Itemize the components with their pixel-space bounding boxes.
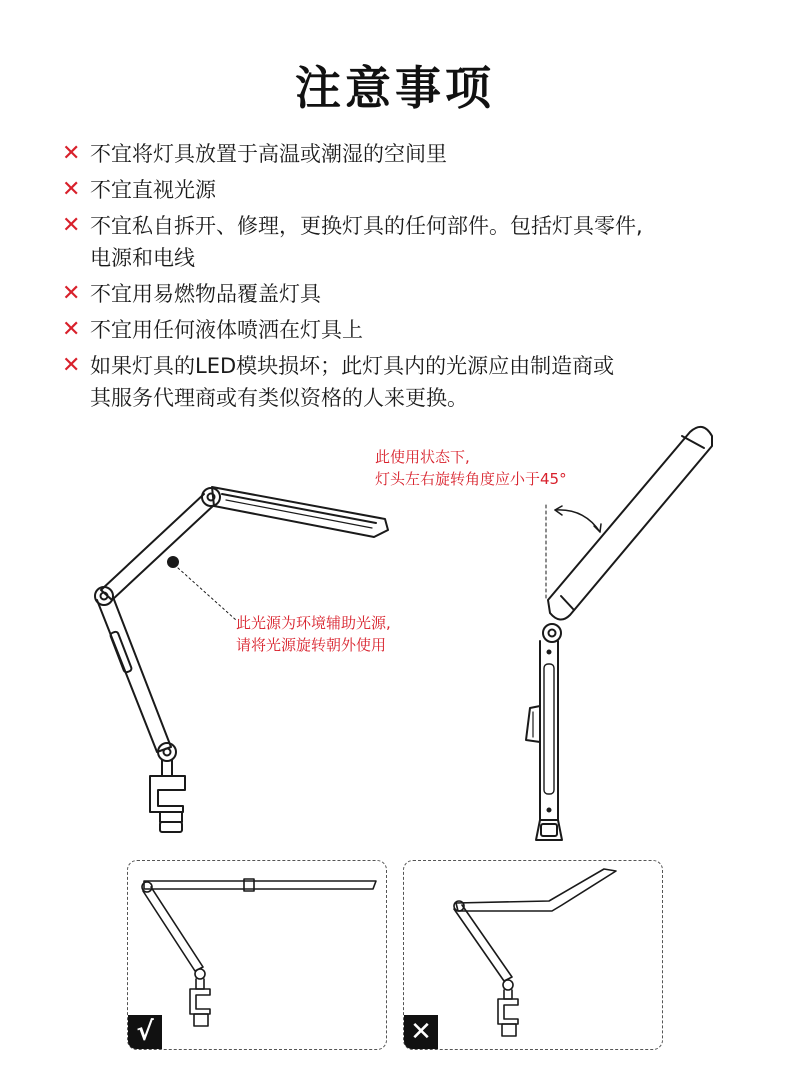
ambient-light-caption [236, 612, 391, 656]
cross-icon: ✕ [62, 317, 81, 342]
warning-text: 不宜将灯具放置于高温或潮湿的空间里 [90, 142, 447, 166]
caption-line: 请将光源旋转朝外使用 [236, 636, 387, 654]
cross-icon: ✕ [62, 141, 81, 166]
caption-line: 此使用状态下, [375, 448, 470, 466]
warning-text: 如果灯具的LED模块损坏；此灯具内的光源应由制造商或 [90, 354, 615, 378]
page-title: 注意事项 [295, 61, 495, 115]
rotation-angle-caption [375, 446, 567, 490]
warning-text: 不宜私自拆开、修理，更换灯具的任何部件。包括灯具零件, [90, 214, 643, 238]
left-lamp [95, 487, 388, 832]
cross-icon: ✕ [404, 1015, 438, 1049]
correct-lamp-drawing [128, 861, 386, 1049]
wrong-usage-panel [403, 860, 663, 1050]
cross-icon: ✕ [62, 281, 81, 306]
cross-icon: ✕ [62, 213, 81, 238]
check-icon: √ [128, 1015, 162, 1049]
cross-icon: ✕ [62, 353, 81, 378]
cross-icon: ✕ [62, 177, 81, 202]
correct-usage-panel [127, 860, 387, 1050]
caption-line: 此光源为环境辅助光源, [236, 614, 391, 632]
warning-text: 不宜直视光源 [90, 178, 216, 202]
warning-text: 不宜用易燃物品覆盖灯具 [90, 282, 321, 306]
warning-text: 不宜用任何液体喷洒在灯具上 [90, 318, 363, 342]
caption-line: 灯头左右旋转角度应小于45° [375, 470, 567, 488]
warning-text-cont: 电源和电线 [90, 246, 195, 270]
warning-text-cont: 其服务代理商或有类似资格的人来更换。 [90, 386, 468, 410]
wrong-lamp-drawing [404, 861, 662, 1049]
